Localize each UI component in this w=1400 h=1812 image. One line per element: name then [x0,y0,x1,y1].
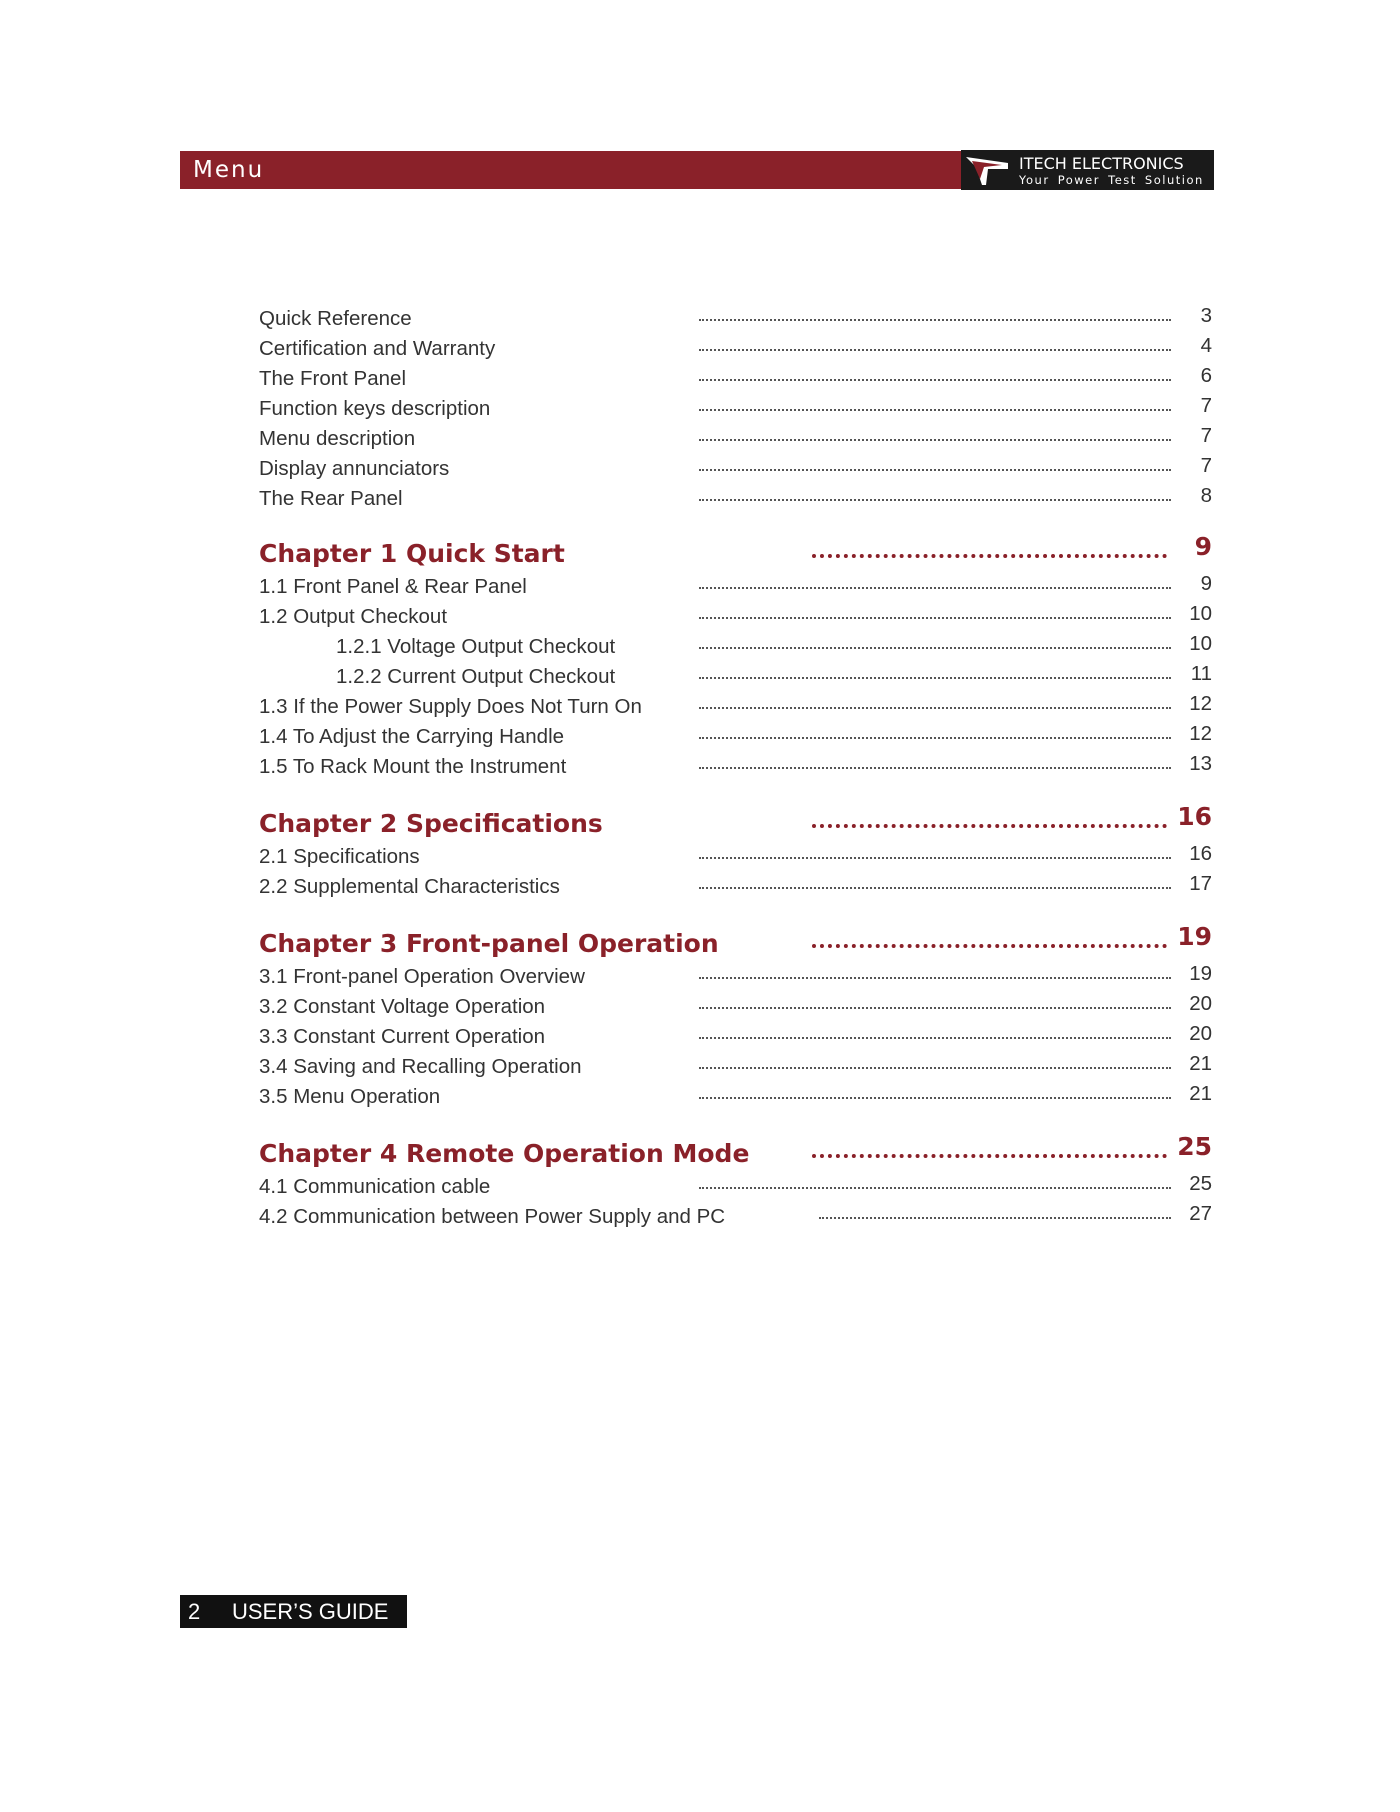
toc-entry-1-5[interactable] [259,753,1212,783]
toc-entry-label: 3.2 Constant Voltage Operation [259,995,546,1018]
chapter-page: 16 [1177,802,1212,831]
toc-entry-page: 12 [1189,722,1212,745]
dot-leader [699,843,1171,859]
toc-entry-2-1[interactable] [259,843,1212,873]
toc-entry-1-4[interactable] [259,723,1212,753]
dot-leader [699,1173,1171,1189]
toc-entry-label: 3.3 Constant Current Operation [259,1025,546,1048]
page-header [180,151,1214,189]
toc-entry-page: 3 [1200,304,1212,327]
dot-leader [699,365,1171,381]
dot-leader [699,603,1171,619]
chapter-3-heading[interactable] [259,922,1212,963]
toc-entry-page: 7 [1200,454,1212,477]
toc-entry-page: 9 [1200,572,1212,595]
chapter-dot-leader [812,807,1167,828]
chapter-page: 25 [1177,1132,1212,1161]
chapter-page: 9 [1194,532,1212,561]
toc-entry-page: 20 [1189,992,1212,1015]
toc-entry-page: 19 [1189,962,1212,985]
dot-leader [699,693,1171,709]
dot-leader [699,305,1171,321]
toc-entry-3-2[interactable] [259,993,1212,1023]
dot-leader [699,425,1171,441]
chapter-title: Chapter 1 Quick Start [259,539,565,568]
toc-entry-label: 1.3 If the Power Supply Does Not Turn On [259,695,642,718]
chapter-page: 19 [1177,922,1212,951]
toc-entry-menu-description[interactable] [259,425,1212,455]
toc-entry-label: Display annunciators [259,457,450,480]
dot-leader [819,1203,1171,1219]
toc-entry-page: 10 [1189,602,1212,625]
toc-entry-page: 13 [1189,752,1212,775]
toc-entry-page: 27 [1189,1202,1212,1225]
toc-entry-3-3[interactable] [259,1023,1212,1053]
toc-entry-label: The Rear Panel [259,487,403,510]
toc-entry-page: 7 [1200,394,1212,417]
chapter-1-heading[interactable] [259,532,1212,573]
brand-name: ITECH ELECTRONICS [1019,154,1184,173]
toc-entry-4-1[interactable] [259,1173,1212,1203]
toc-entry-page: 25 [1189,1172,1212,1195]
chapter-dot-leader [812,1137,1167,1158]
toc-entry-page: 21 [1189,1082,1212,1105]
chapter-dot-leader [812,927,1167,948]
toc-entry-page: 4 [1200,334,1212,357]
toc-entry-function-keys[interactable] [259,395,1212,425]
itech-logo-icon [964,153,1010,187]
toc-entry-label: 1.5 To Rack Mount the Instrument [259,755,567,778]
header-title: Menu [193,157,265,183]
chapter-2-heading[interactable] [259,802,1212,843]
dot-leader [699,335,1171,351]
toc-entry-label: 3.1 Front-panel Operation Overview [259,965,585,988]
toc-entry-label: 1.2 Output Checkout [259,605,448,628]
dot-leader [699,753,1171,769]
chapter-title: Chapter 4 Remote Operation Mode [259,1139,750,1168]
toc-entry-display-annunciators[interactable] [259,455,1212,485]
toc-entry-page: 12 [1189,692,1212,715]
table-of-contents [259,305,1212,1233]
dot-leader [699,455,1171,471]
toc-entry-page: 10 [1189,632,1212,655]
toc-entry-label: Certification and Warranty [259,337,496,360]
toc-entry-label: 1.1 Front Panel & Rear Panel [259,575,527,598]
dot-leader [699,993,1171,1009]
chapter-dot-leader [812,537,1167,558]
toc-entry-label: 2.1 Specifications [259,845,420,868]
toc-entry-4-2[interactable] [259,1203,1212,1233]
toc-entry-page: 20 [1189,1022,1212,1045]
footer-page-number: 2 [188,1599,201,1624]
toc-entry-label: 3.4 Saving and Recalling Operation [259,1055,582,1078]
dot-leader [699,485,1171,501]
footer-guide-label: USER’S GUIDE [232,1599,389,1624]
dot-leader [699,1083,1171,1099]
dot-leader [699,573,1171,589]
toc-entry-label: 1.4 To Adjust the Carrying Handle [259,725,565,748]
chapter-title: Chapter 3 Front-panel Operation [259,929,719,958]
toc-entry-label: 1.2.1 Voltage Output Checkout [336,635,616,658]
toc-entry-page: 21 [1189,1052,1212,1075]
toc-entry-page: 11 [1190,662,1212,685]
dot-leader [699,1053,1171,1069]
dot-leader [699,1023,1171,1039]
toc-entry-page: 16 [1189,842,1212,865]
toc-entry-label: The Front Panel [259,367,406,390]
toc-entry-page: 7 [1200,424,1212,447]
toc-entry-1-1[interactable] [259,573,1212,603]
toc-entry-3-4[interactable] [259,1053,1212,1083]
toc-entry-label: 2.2 Supplemental Characteristics [259,875,560,898]
toc-entry-label: 1.2.2 Current Output Checkout [336,665,616,688]
toc-entry-3-1[interactable] [259,963,1212,993]
toc-entry-2-2[interactable] [259,873,1212,903]
toc-entry-label: Menu description [259,427,416,450]
toc-entry-label: 4.2 Communication between Power Supply and PC [259,1205,726,1228]
toc-entry-page: 6 [1200,364,1212,387]
chapter-4-heading[interactable] [259,1132,1212,1173]
dot-leader [699,963,1171,979]
chapter-title: Chapter 2 Specifications [259,809,603,838]
toc-entry-quick-reference[interactable] [259,305,1212,335]
toc-entry-front-panel[interactable] [259,365,1212,395]
toc-entry-1-3[interactable] [259,693,1212,723]
toc-entry-label: Function keys description [259,397,491,420]
toc-entry-label: Quick Reference [259,307,412,330]
dot-leader [699,663,1171,679]
toc-entry-label: 4.1 Communication cable [259,1175,491,1198]
toc-entry-page: 17 [1189,872,1212,895]
toc-entry-3-5[interactable] [259,1083,1212,1113]
page-footer [180,1595,407,1628]
toc-entry-1-2[interactable] [259,603,1212,633]
toc-entry-label: 3.5 Menu Operation [259,1085,441,1108]
toc-entry-rear-panel[interactable] [259,485,1212,515]
toc-entry-page: 8 [1200,484,1212,507]
toc-entry-1-2-1[interactable] [259,633,1212,663]
dot-leader [699,723,1171,739]
brand-tagline: Your Power Test Solution [1019,173,1204,187]
dot-leader [699,633,1171,649]
toc-entry-certification[interactable] [259,335,1212,365]
dot-leader [699,873,1171,889]
toc-entry-1-2-2[interactable] [259,663,1212,693]
brand-box [961,150,1214,190]
dot-leader [699,395,1171,411]
